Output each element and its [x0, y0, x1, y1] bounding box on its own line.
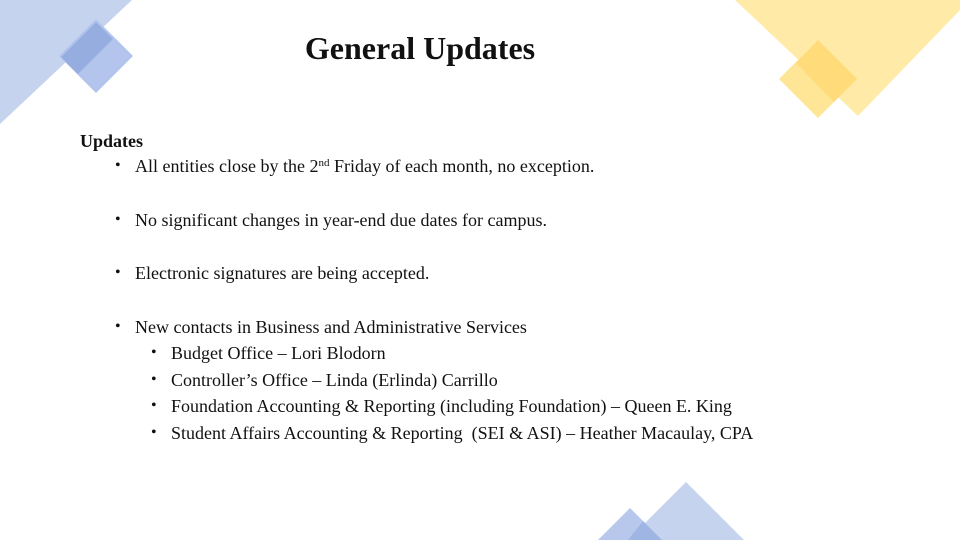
bullet-icon: • — [151, 423, 157, 441]
contact-text: Student Affairs Accounting & Reporting (SEI & ASI) – Heather Macaulay, CPA — [171, 422, 754, 443]
section-heading: Updates — [80, 131, 144, 151]
contact-item — [151, 393, 940, 420]
bullet-icon: • — [151, 344, 157, 361]
contact-text: Foundation Accounting & Reporting (including Foundation) – Queen E. King — [171, 396, 732, 416]
bullet-icon: • — [115, 157, 121, 174]
bullet-icon: • — [115, 210, 121, 228]
update-text-part: Friday of each month, no exception. — [329, 156, 595, 176]
slide-title: General Updates — [304, 30, 536, 66]
update-item-new-contacts — [115, 314, 940, 447]
update-text: Electronic signatures are being accepted. — [135, 263, 430, 283]
contact-text: Budget Office – Lori Blodorn — [171, 343, 386, 363]
ordinal-superscript: nd — [318, 157, 330, 169]
bullet-icon: • — [115, 264, 121, 281]
update-text: New contacts in Business and Administrative Services — [135, 316, 527, 337]
contact-item — [151, 367, 940, 394]
bullet-icon: • — [115, 317, 121, 335]
bullet-icon: • — [151, 397, 157, 414]
slide-body — [80, 129, 940, 446]
update-item-signatures — [115, 260, 940, 287]
update-text-part: All entities close by the 2 — [135, 156, 319, 176]
contacts-list — [151, 340, 940, 446]
update-item-year-end — [115, 207, 940, 234]
contact-text: Controller’s Office – Linda (Erlinda) Carrillo — [171, 369, 498, 390]
contact-item — [151, 420, 940, 447]
contact-item — [151, 340, 940, 367]
update-item-close-deadline — [115, 153, 940, 180]
updates-list — [115, 153, 940, 446]
update-text: No significant changes in year-end due dates for campus. — [135, 209, 547, 230]
bullet-icon: • — [151, 370, 157, 388]
